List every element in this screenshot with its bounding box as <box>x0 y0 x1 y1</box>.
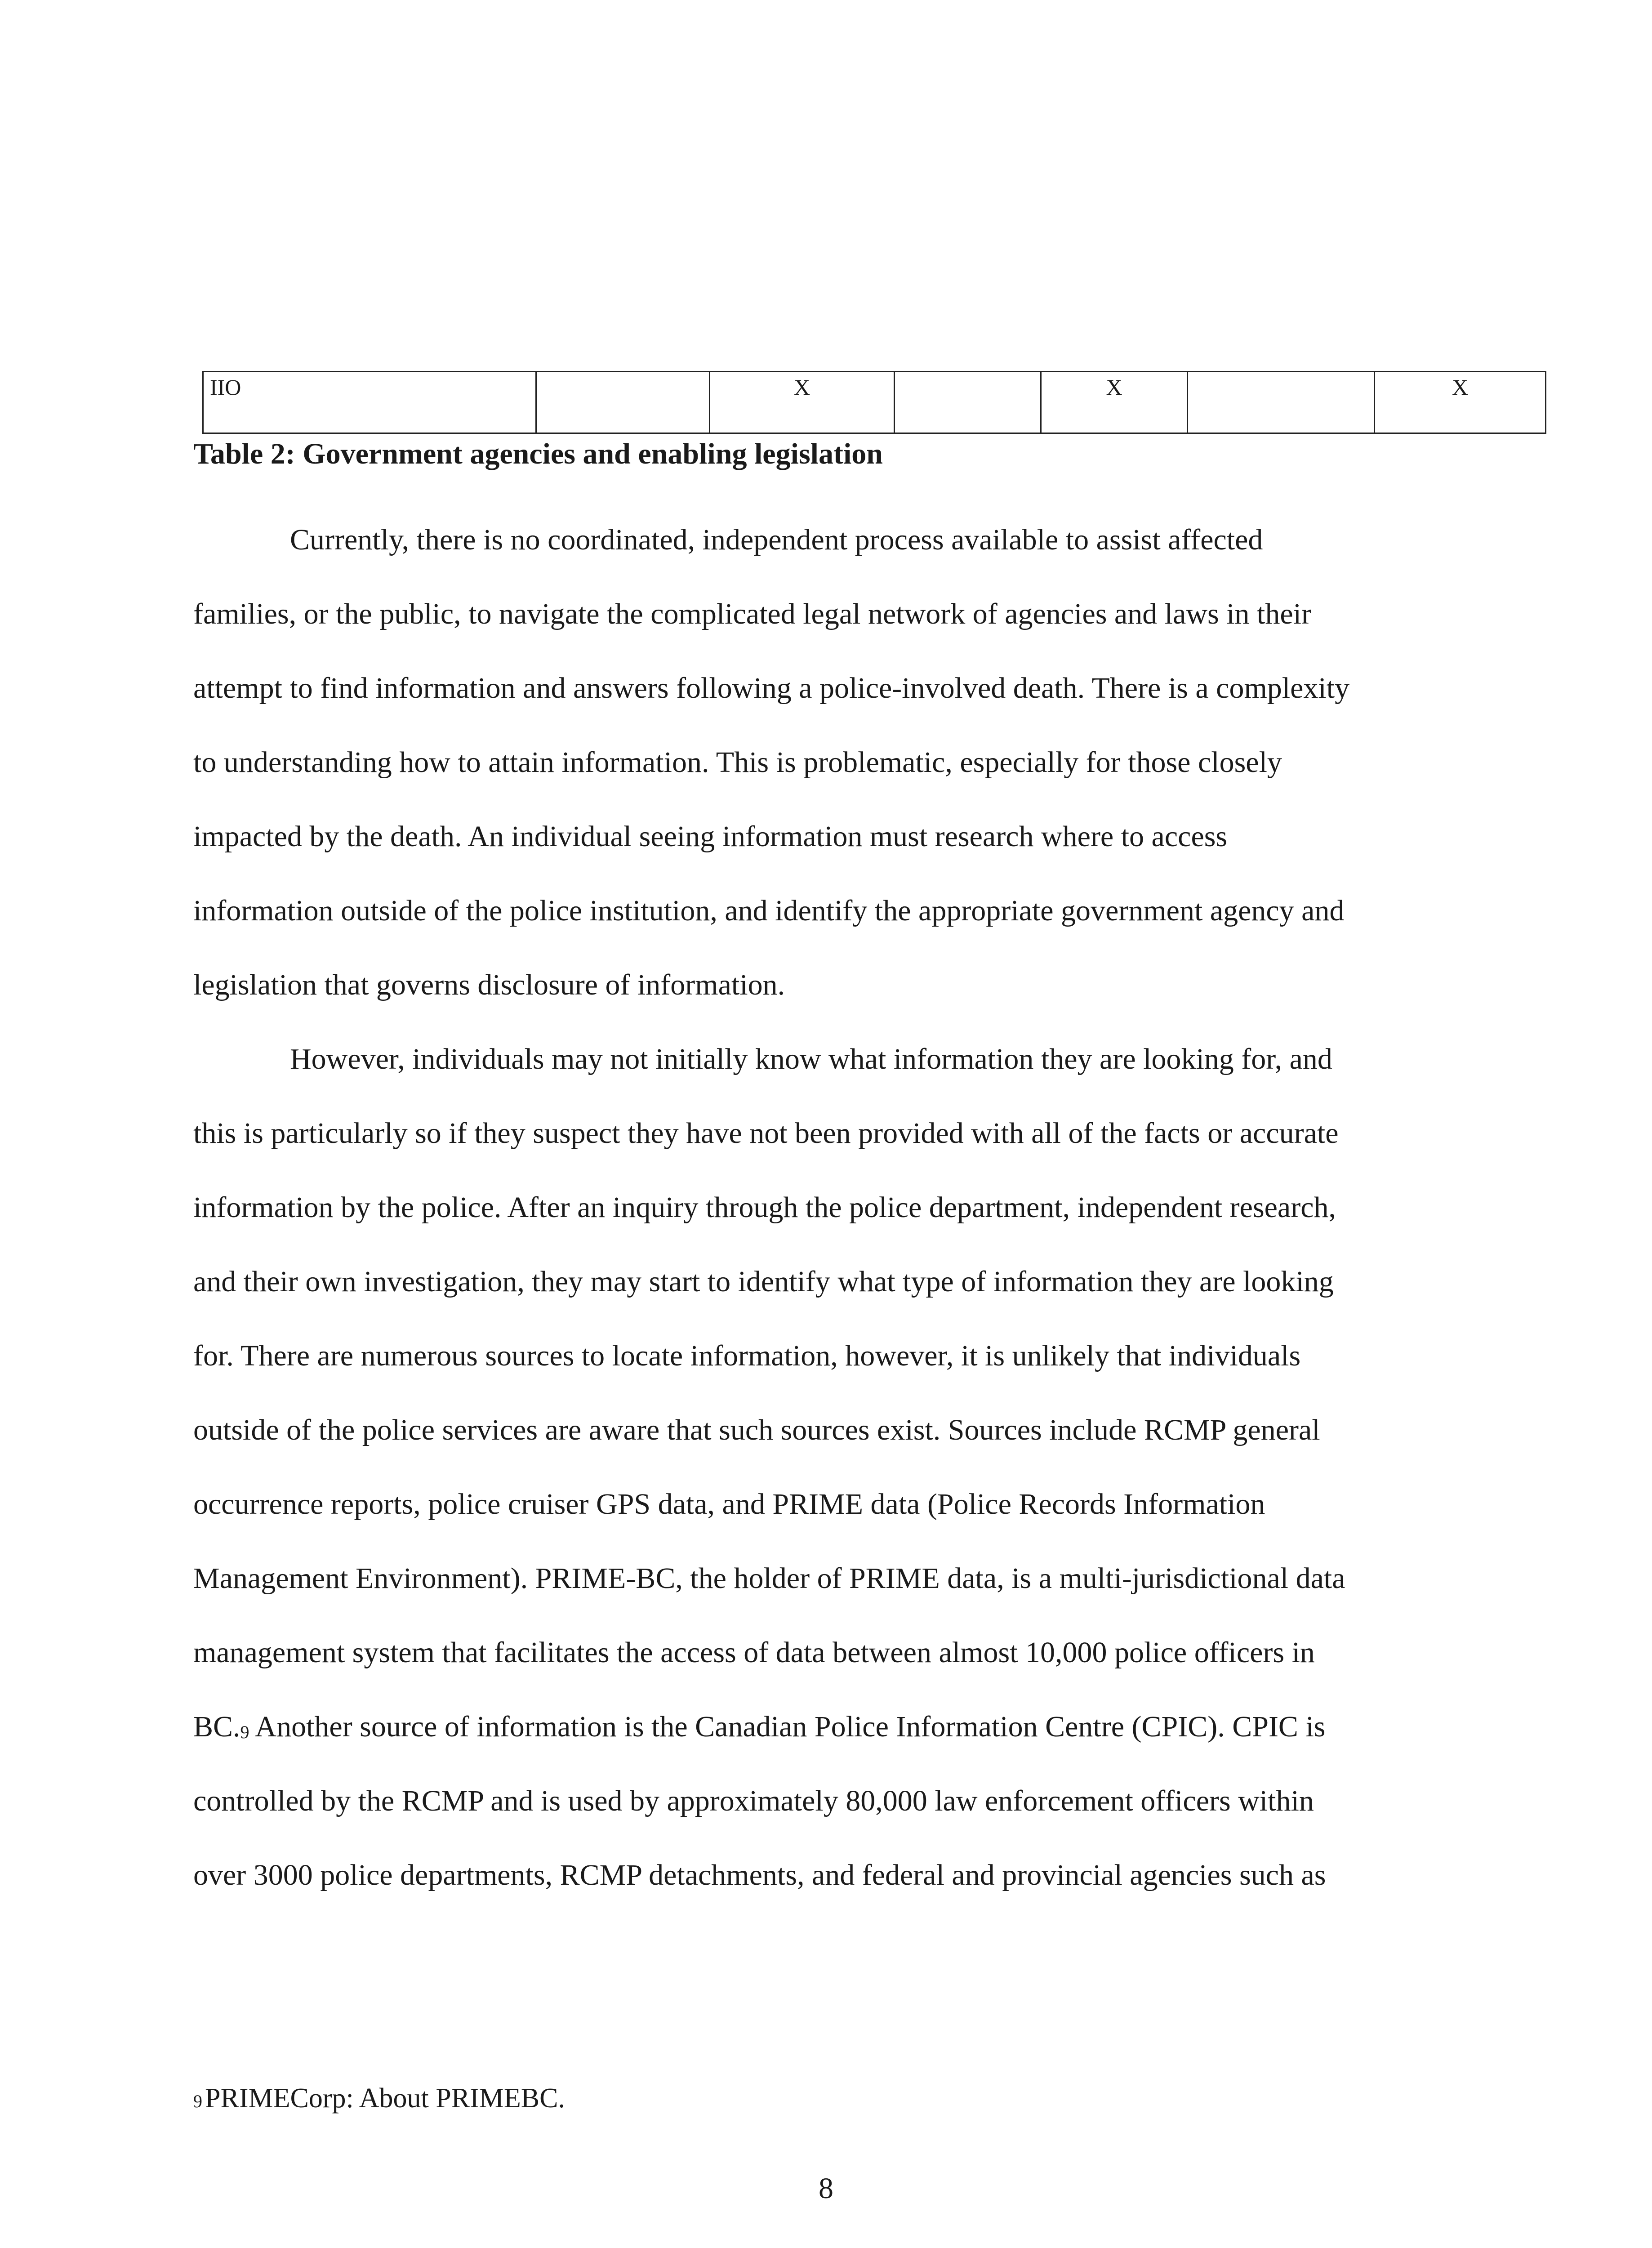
paragraph-line: to understanding how to attain information. This is problematic, especially for those closely <box>193 746 1282 779</box>
paragraph-line: families, or the public, to navigate the complicated legal network of agencies and laws in their <box>193 598 1311 630</box>
table-cell <box>1188 372 1375 433</box>
table-row <box>203 372 1546 433</box>
footnote-reference[interactable]: 9 <box>240 1722 249 1742</box>
paragraph-line: information by the police. After an inquiry through the police department, independent research, <box>193 1191 1336 1224</box>
paragraph-line: outside of the police services are aware that such sources exist. Sources include RCMP general <box>193 1414 1320 1446</box>
paragraph-line: However, individuals may not initially know what information they are looking for, and <box>290 1043 1332 1075</box>
table-cell <box>895 372 1041 433</box>
table-cell: X <box>710 372 895 433</box>
footnote-text: PRIMECorp: About PRIMEBC. <box>205 2083 565 2114</box>
line-text: Another source of information is the Canadian Police Information Centre (CPIC). CPIC is <box>249 1710 1326 1743</box>
footnote-number: 9 <box>193 2091 202 2111</box>
table-caption: Table 2: Government agencies and enabling legislation <box>193 437 883 470</box>
paragraph-line: Management Environment). PRIME-BC, the holder of PRIME data, is a multi-jurisdictional data <box>193 1562 1345 1595</box>
paragraph-line: attempt to find information and answers following a police-involved death. There is a complexity <box>193 672 1350 705</box>
footnote <box>193 2083 565 2114</box>
body-text <box>193 503 1465 1912</box>
page-number: 8 <box>819 2172 833 2205</box>
paragraph-line: legislation that governs disclosure of information. <box>193 968 785 1001</box>
paragraph-line: and their own investigation, they may start to identify what type of information they are looking <box>193 1265 1334 1298</box>
paragraph-line: for. There are numerous sources to locate information, however, it is unlikely that individuals <box>193 1339 1301 1372</box>
line-text: BC. <box>193 1710 240 1743</box>
table-cell: X <box>1041 372 1188 433</box>
paragraph-line: controlled by the RCMP and is used by approximately 80,000 law enforcement officers within <box>193 1784 1314 1817</box>
paragraph-line-with-footnote-ref <box>193 1690 1465 1764</box>
table-cell: X <box>1375 372 1546 433</box>
paragraph-line: over 3000 police departments, RCMP detachments, and federal and provincial agencies such as <box>193 1859 1326 1891</box>
agencies-table-fragment <box>202 371 1546 434</box>
paragraph-line: Currently, there is no coordinated, independent process available to assist affected <box>290 523 1263 556</box>
table-cell: IIO <box>203 372 536 433</box>
table-cell <box>536 372 710 433</box>
paragraph-line: information outside of the police institution, and identify the appropriate government agency and <box>193 894 1345 927</box>
paragraph-line: impacted by the death. An individual seeing information must research where to access <box>193 820 1228 853</box>
paragraph-line: management system that facilitates the access of data between almost 10,000 police officers in <box>193 1636 1315 1669</box>
paragraph-line: occurrence reports, police cruiser GPS data, and PRIME data (Police Records Information <box>193 1488 1265 1521</box>
paragraph-line: this is particularly so if they suspect they have not been provided with all of the facts or accurate <box>193 1117 1339 1150</box>
